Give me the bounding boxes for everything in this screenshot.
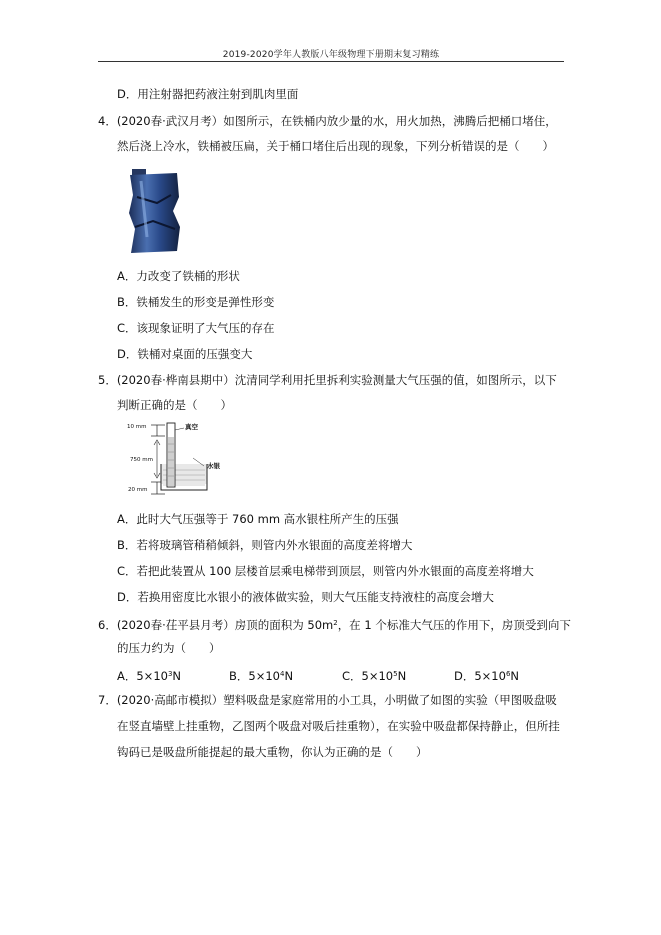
q5-stem-line1: 5．(2020春·桦南县期中）沈清同学利用托里拆利实验测量大气压强的值，如图所示，以下 xyxy=(98,373,557,387)
page-header: 2019-2020学年人教版八年级物理下册期末复习精练 xyxy=(222,50,440,60)
q6-option-b xyxy=(229,667,293,683)
label-vacuum: 真空 xyxy=(185,423,198,431)
q5-option-c: C．若把此装置从 100 层楼首层乘电梯带到顶层，则管内外水银面的高度差将增大 xyxy=(117,564,534,578)
label-750mm: 750 mm xyxy=(130,457,153,463)
q6-option-b-exponent: 4 xyxy=(279,670,285,678)
q6-stem-line1 xyxy=(98,616,571,632)
q4-option-b: B．铁桶发生的形变是弹性形变 xyxy=(117,295,275,309)
q7-stem-line3: 钩码已是吸盘所能提起的最大重物，你认为正确的是（ ） xyxy=(117,745,428,759)
q4-stem-line2: 然后浇上冷水，铁桶被压扁，关于桶口堵住后出现的现象，下列分析错误的是（ ） xyxy=(117,139,554,153)
q6-stem-line2: 的压力约为（ ） xyxy=(117,641,221,655)
q6-stem-text-a: 6．(2020春·茌平县月考）房顶的面积为 50m xyxy=(98,618,334,632)
q6-option-d xyxy=(454,667,519,683)
q6-option-d-text: D．5×10 xyxy=(454,669,506,683)
q3-option-d: D．用注射器把药液注射到肌肉里面 xyxy=(117,87,299,101)
q6-option-d-unit: N xyxy=(510,669,520,683)
q6-stem-text-b: ，在 1 个标准大气压的作用下，房顶受到向下 xyxy=(337,618,571,632)
header-rule xyxy=(98,61,564,62)
q5-option-d: D．若换用密度比水银小的液体做实验，则大气压能支持液柱的高度会增大 xyxy=(117,590,494,604)
label-mercury: 水银 xyxy=(207,462,220,470)
q6-option-c-text: C．5×10 xyxy=(342,669,394,683)
q7-stem-line1: 7．(2020·高邮市模拟）塑料吸盘是家庭常用的小工具，小明做了如图的实验（甲图吸盘吸 xyxy=(98,693,557,707)
q5-option-a: A．此时大气压强等于 760 mm 高水银柱所产生的压强 xyxy=(117,512,399,526)
q6-option-b-text: B．5×10 xyxy=(229,669,280,683)
q6-option-c-unit: N xyxy=(397,669,407,683)
q6-option-a-unit: N xyxy=(172,669,182,683)
q4-option-a: A．力改变了铁桶的形状 xyxy=(117,269,240,283)
q6-option-c-exponent: 5 xyxy=(393,670,398,678)
q6-option-a xyxy=(117,667,181,683)
label-20mm: 20 mm xyxy=(128,487,148,493)
q6-area-exponent: 2 xyxy=(333,619,338,627)
q5-option-b: B．若将玻璃管稍稍倾斜，则管内外水银面的高度差将增大 xyxy=(117,538,413,552)
q4-stem-line1: 4．(2020春·武汉月考）如图所示，在铁桶内放少量的水，用火加热，沸腾后把桶口堵住， xyxy=(98,114,557,128)
q6-option-c xyxy=(342,667,406,683)
label-10mm: 10 mm xyxy=(127,424,147,430)
q6-option-b-unit: N xyxy=(284,669,294,683)
q6-option-a-exponent: 3 xyxy=(167,670,173,678)
torricelli-experiment-diagram xyxy=(127,420,232,502)
q4-option-c: C．该现象证明了大气压的存在 xyxy=(117,321,275,335)
q6-option-d-exponent: 6 xyxy=(505,670,511,678)
crushed-iron-bucket-image xyxy=(127,167,183,253)
q5-stem-line2: 判断正确的是（ ） xyxy=(117,398,232,412)
q4-option-d: D．铁桶对桌面的压强变大 xyxy=(117,347,253,361)
q6-option-a-text: A．5×10 xyxy=(117,669,168,683)
q7-stem-line2: 在竖直墙壁上挂重物，乙图两个吸盘对吸后挂重物），在实验中吸盘都保持静止，但所挂 xyxy=(117,719,560,733)
